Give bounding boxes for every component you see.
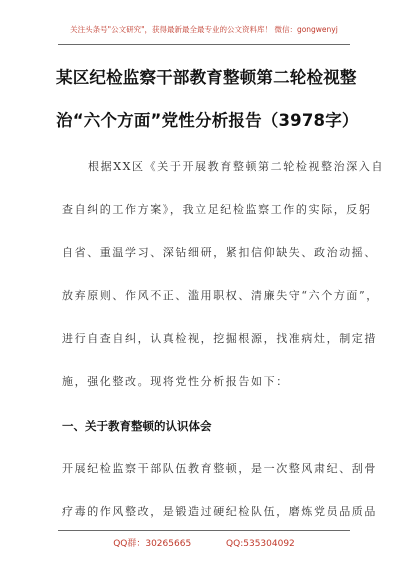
intro-line: 根据XX区《关于开展教育整顿第二轮检视整治深入自 xyxy=(88,160,385,173)
footer xyxy=(0,536,408,549)
intro-line: 进行自查自纠，认真检视，挖掘根源，找准病灶，制定措 xyxy=(62,332,377,345)
intro-line: 放弃原则、作风不正、滥用职权、清廉失守“六个方面”， xyxy=(62,289,379,302)
footer-divider xyxy=(58,530,350,531)
footer-qq-contact: QQ:535304092 xyxy=(226,539,295,549)
footer-qq-group: QQ群：30265665 xyxy=(113,539,192,549)
section-line: 开展纪检监察干部队伍教育整顿，是一次整风肃纪、刮骨 xyxy=(62,462,377,475)
document-title-line-1: 某区纪检监察干部教育整顿第二轮检视整 xyxy=(56,68,357,87)
intro-line: 查自纠的工作方案》，我立足纪检监察工作的实际，反躬 xyxy=(62,203,372,216)
section-heading: 一、关于教育整顿的认识体会 xyxy=(62,419,212,433)
header-divider xyxy=(58,44,350,45)
section-line: 疗毒的作风整改，是锻造过硬纪检队伍，磨炼党员品质品 xyxy=(62,505,377,518)
header-banner: 关注头条号"公文研究"，获得最新最全最专业的公文资料库！ 微信：gongwenyj xyxy=(70,25,338,34)
intro-line: 施，强化整改。现将党性分析报告如下： xyxy=(62,375,289,388)
intro-line: 自省、重温学习、深钻细研，紧扣信仰缺失、政治动摇、 xyxy=(62,246,377,259)
document-title-line-2: 治“六个方面”党性分析报告（3978字） xyxy=(56,111,359,130)
